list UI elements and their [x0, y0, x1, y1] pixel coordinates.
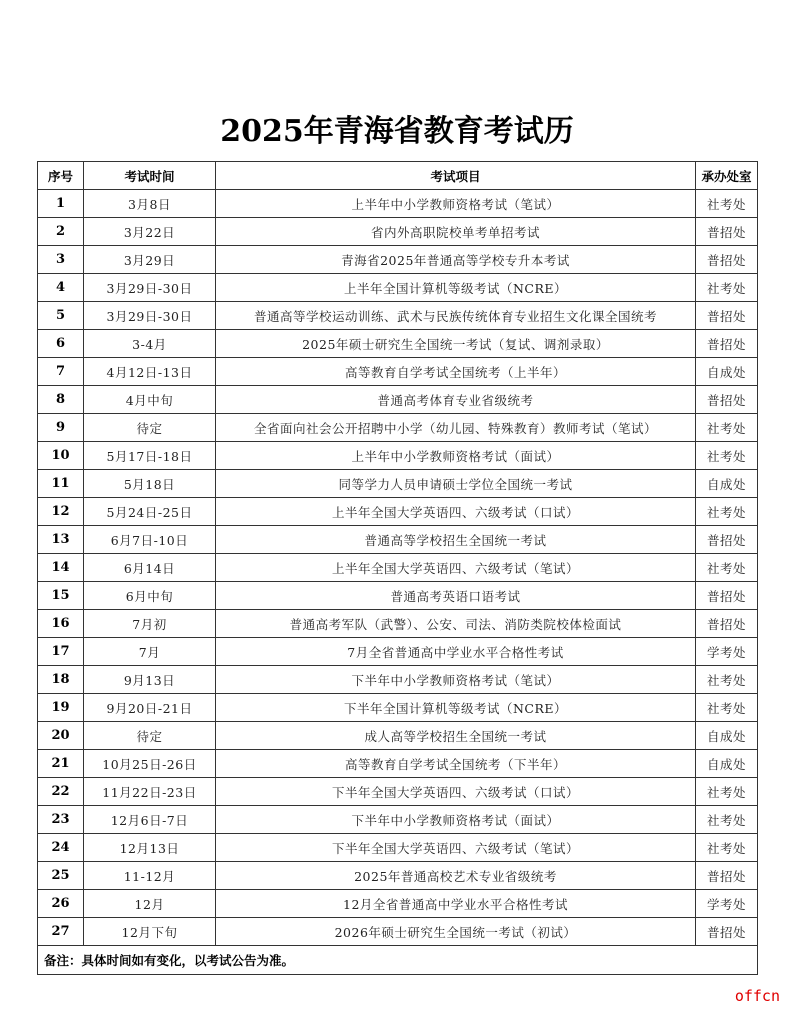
row-exam-item: 下半年全国计算机等级考试（NCRE） [216, 694, 696, 722]
header-exam-item: 考试项目 [216, 162, 696, 190]
table-row [38, 358, 758, 386]
row-department: 社考处 [696, 554, 758, 582]
table-row [38, 526, 758, 554]
header-seq: 序号 [38, 162, 84, 190]
row-exam-time: 5月18日 [84, 470, 216, 498]
row-exam-time: 12月13日 [84, 834, 216, 862]
row-exam-time: 3月29日-30日 [84, 274, 216, 302]
row-exam-item: 全省面向社会公开招聘中小学（幼儿园、特殊教育）教师考试（笔试） [216, 414, 696, 442]
document-title: 2025年青海省教育考试历 [220, 114, 574, 149]
row-department: 普招处 [696, 302, 758, 330]
table-row [38, 274, 758, 302]
row-seq: 21 [38, 750, 84, 778]
row-exam-item: 普通高等学校运动训练、武术与民族传统体育专业招生文化课全国统考 [216, 302, 696, 330]
row-department: 社考处 [696, 190, 758, 218]
row-seq: 26 [38, 890, 84, 918]
table-row [38, 890, 758, 918]
row-exam-time: 12月6日-7日 [84, 806, 216, 834]
table-row [38, 610, 758, 638]
row-exam-time: 12月 [84, 890, 216, 918]
row-exam-time: 9月13日 [84, 666, 216, 694]
row-exam-item: 下半年全国大学英语四、六级考试（口试） [216, 778, 696, 806]
row-department: 普招处 [696, 386, 758, 414]
row-exam-time: 5月17日-18日 [84, 442, 216, 470]
row-seq: 14 [38, 554, 84, 582]
table-row [38, 778, 758, 806]
row-exam-time: 6月中旬 [84, 582, 216, 610]
table-row [38, 190, 758, 218]
table-row [38, 918, 758, 946]
row-exam-item: 普通高考体育专业省级统考 [216, 386, 696, 414]
row-exam-item: 下半年全国大学英语四、六级考试（笔试） [216, 834, 696, 862]
row-exam-time: 6月14日 [84, 554, 216, 582]
row-exam-time: 待定 [84, 414, 216, 442]
row-exam-item: 7月全省普通高中学业水平合格性考试 [216, 638, 696, 666]
row-exam-time: 11-12月 [84, 862, 216, 890]
row-department: 普招处 [696, 526, 758, 554]
row-seq: 13 [38, 526, 84, 554]
row-exam-time: 3月8日 [84, 190, 216, 218]
row-department: 社考处 [696, 498, 758, 526]
row-department: 社考处 [696, 414, 758, 442]
row-exam-item: 普通高等学校招生全国统一考试 [216, 526, 696, 554]
row-seq: 17 [38, 638, 84, 666]
row-exam-time: 4月12日-13日 [84, 358, 216, 386]
row-department: 学考处 [696, 638, 758, 666]
row-exam-item: 上半年全国大学英语四、六级考试（口试） [216, 498, 696, 526]
row-exam-item: 青海省2025年普通高等学校专升本考试 [216, 246, 696, 274]
table-row [38, 442, 758, 470]
row-exam-item: 高等教育自学考试全国统考（下半年） [216, 750, 696, 778]
header-department: 承办处室 [696, 162, 758, 190]
row-seq: 23 [38, 806, 84, 834]
row-seq: 2 [38, 218, 84, 246]
table-row [38, 806, 758, 834]
row-exam-time: 3月29日-30日 [84, 302, 216, 330]
table-row [38, 582, 758, 610]
row-seq: 25 [38, 862, 84, 890]
table-row [38, 750, 758, 778]
row-exam-item: 上半年全国计算机等级考试（NCRE） [216, 274, 696, 302]
row-department: 普招处 [696, 218, 758, 246]
table-row [38, 386, 758, 414]
row-seq: 16 [38, 610, 84, 638]
table-row [38, 218, 758, 246]
row-seq: 15 [38, 582, 84, 610]
header-exam-time: 考试时间 [84, 162, 216, 190]
row-exam-time: 3月29日 [84, 246, 216, 274]
row-exam-item: 上半年全国大学英语四、六级考试（笔试） [216, 554, 696, 582]
table-row [38, 554, 758, 582]
row-seq: 3 [38, 246, 84, 274]
row-department: 社考处 [696, 274, 758, 302]
row-exam-item: 下半年中小学教师资格考试（面试） [216, 806, 696, 834]
row-seq: 22 [38, 778, 84, 806]
row-seq: 18 [38, 666, 84, 694]
row-exam-item: 上半年中小学教师资格考试（笔试） [216, 190, 696, 218]
row-department: 普招处 [696, 862, 758, 890]
row-department: 自成处 [696, 750, 758, 778]
row-exam-item: 2026年硕士研究生全国统一考试（初试） [216, 918, 696, 946]
row-seq: 11 [38, 470, 84, 498]
row-exam-time: 3-4月 [84, 330, 216, 358]
row-exam-time: 12月下旬 [84, 918, 216, 946]
row-seq: 20 [38, 722, 84, 750]
row-exam-time: 7月初 [84, 610, 216, 638]
row-department: 社考处 [696, 666, 758, 694]
row-exam-item: 省内外高职院校单考单招考试 [216, 218, 696, 246]
row-department: 社考处 [696, 694, 758, 722]
row-seq: 27 [38, 918, 84, 946]
row-seq: 6 [38, 330, 84, 358]
table-note-row [38, 946, 758, 975]
table-row [38, 834, 758, 862]
row-seq: 7 [38, 358, 84, 386]
row-seq: 24 [38, 834, 84, 862]
table-row [38, 414, 758, 442]
row-seq: 1 [38, 190, 84, 218]
table-row [38, 722, 758, 750]
exam-calendar-table [37, 161, 758, 975]
row-exam-item: 2025年硕士研究生全国统一考试（复试、调剂录取） [216, 330, 696, 358]
table-row [38, 330, 758, 358]
row-department: 普招处 [696, 918, 758, 946]
row-department: 普招处 [696, 582, 758, 610]
row-seq: 19 [38, 694, 84, 722]
row-department: 学考处 [696, 890, 758, 918]
table-row [38, 498, 758, 526]
row-department: 社考处 [696, 778, 758, 806]
offcn-watermark: offcn [734, 987, 780, 1005]
row-seq: 9 [38, 414, 84, 442]
row-exam-item: 12月全省普通高中学业水平合格性考试 [216, 890, 696, 918]
row-exam-item: 高等教育自学考试全国统考（上半年） [216, 358, 696, 386]
row-exam-time: 5月24日-25日 [84, 498, 216, 526]
row-seq: 4 [38, 274, 84, 302]
row-exam-time: 10月25日-26日 [84, 750, 216, 778]
row-department: 普招处 [696, 246, 758, 274]
row-exam-item: 成人高等学校招生全国统一考试 [216, 722, 696, 750]
row-seq: 5 [38, 302, 84, 330]
row-exam-time: 11月22日-23日 [84, 778, 216, 806]
row-seq: 12 [38, 498, 84, 526]
row-department: 自成处 [696, 470, 758, 498]
row-department: 社考处 [696, 834, 758, 862]
table-row [38, 470, 758, 498]
table-row [38, 246, 758, 274]
row-exam-item: 下半年中小学教师资格考试（笔试） [216, 666, 696, 694]
row-department: 社考处 [696, 442, 758, 470]
table-header-row [38, 162, 758, 190]
table-note: 备注：具体时间如有变化，以考试公告为准。 [38, 946, 758, 975]
row-exam-item: 2025年普通高校艺术专业省级统考 [216, 862, 696, 890]
table-row [38, 666, 758, 694]
row-seq: 8 [38, 386, 84, 414]
table-row [38, 862, 758, 890]
row-exam-time: 6月7日-10日 [84, 526, 216, 554]
row-exam-item: 普通高考军队（武警）、公安、司法、消防类院校体检面试 [216, 610, 696, 638]
row-department: 自成处 [696, 722, 758, 750]
row-exam-time: 7月 [84, 638, 216, 666]
table-row [38, 302, 758, 330]
row-department: 普招处 [696, 330, 758, 358]
row-exam-item: 普通高考英语口语考试 [216, 582, 696, 610]
row-department: 自成处 [696, 358, 758, 386]
table-row [38, 638, 758, 666]
row-exam-item: 上半年中小学教师资格考试（面试） [216, 442, 696, 470]
row-exam-time: 待定 [84, 722, 216, 750]
row-exam-time: 3月22日 [84, 218, 216, 246]
row-exam-item: 同等学力人员申请硕士学位全国统一考试 [216, 470, 696, 498]
row-seq: 10 [38, 442, 84, 470]
table-row [38, 694, 758, 722]
row-exam-time: 9月20日-21日 [84, 694, 216, 722]
row-department: 社考处 [696, 806, 758, 834]
row-exam-time: 4月中旬 [84, 386, 216, 414]
row-department: 普招处 [696, 610, 758, 638]
